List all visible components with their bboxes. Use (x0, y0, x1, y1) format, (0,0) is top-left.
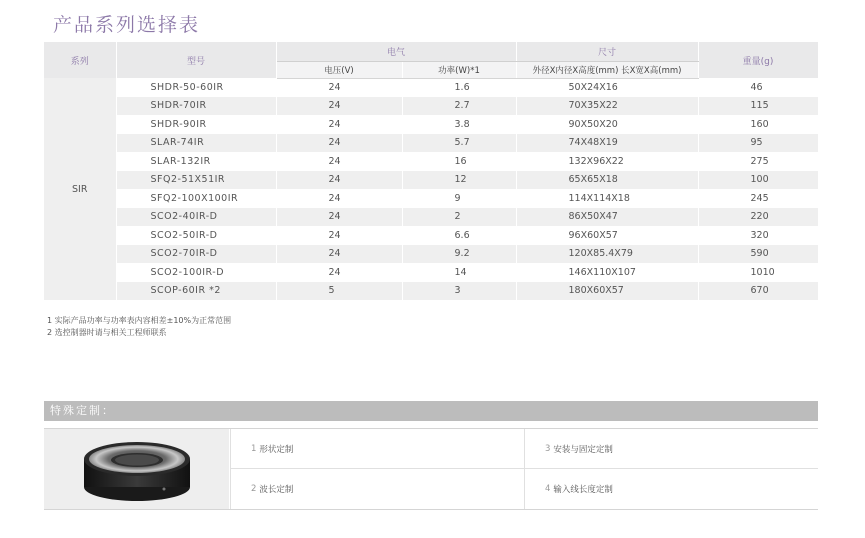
model-cell: SHDR-90IR (116, 115, 276, 134)
model-cell: SCO2-40IR-D (116, 208, 276, 227)
custom-options-panel (44, 428, 818, 510)
table-row (44, 208, 818, 227)
table-row (44, 152, 818, 171)
voltage-cell: 24 (276, 226, 402, 245)
table-row (44, 263, 818, 282)
model-cell: SHDR-50-60IR (116, 78, 276, 97)
voltage-cell: 24 (276, 189, 402, 208)
size-cell: 146X110X107 (516, 263, 698, 282)
voltage-cell: 24 (276, 134, 402, 153)
model-cell: SLAR-132IR (116, 152, 276, 171)
model-cell: SCO2-70IR-D (116, 245, 276, 264)
power-cell: 1.6 (402, 78, 516, 97)
size-cell: 114X114X18 (516, 189, 698, 208)
voltage-cell: 24 (276, 245, 402, 264)
voltage-cell: 24 (276, 171, 402, 190)
weight-cell: 220 (698, 208, 818, 227)
size-cell: 96X60X57 (516, 226, 698, 245)
weight-cell: 670 (698, 282, 818, 301)
voltage-cell: 24 (276, 152, 402, 171)
weight-cell: 100 (698, 171, 818, 190)
custom-options-grid (230, 429, 818, 509)
option-shape: 1 形状定制 (230, 429, 524, 469)
size-cell: 70X35X22 (516, 97, 698, 116)
power-cell: 2.7 (402, 97, 516, 116)
voltage-cell: 24 (276, 115, 402, 134)
ring-light-product-image (44, 429, 230, 509)
header-weight: 重量(g) (698, 42, 818, 78)
table-row (44, 226, 818, 245)
table-body (44, 78, 818, 300)
weight-cell: 245 (698, 189, 818, 208)
model-cell: SLAR-74IR (116, 134, 276, 153)
power-cell: 6.6 (402, 226, 516, 245)
header-voltage: 电压(V) (276, 61, 402, 78)
page-title: 产品系列选择表 (53, 14, 201, 36)
size-cell: 120X85.4X79 (516, 245, 698, 264)
table-row (44, 97, 818, 116)
table-row (44, 282, 818, 301)
weight-cell: 95 (698, 134, 818, 153)
size-cell: 132X96X22 (516, 152, 698, 171)
weight-cell: 46 (698, 78, 818, 97)
header-power: 功率(W)*1 (402, 61, 516, 78)
model-cell: SCO2-50IR-D (116, 226, 276, 245)
model-cell: SCOP-60IR *2 (116, 282, 276, 301)
power-cell: 3.8 (402, 115, 516, 134)
voltage-cell: 24 (276, 208, 402, 227)
weight-cell: 160 (698, 115, 818, 134)
size-cell: 65X65X18 (516, 171, 698, 190)
model-cell: SFQ2-100X100IR (116, 189, 276, 208)
weight-cell: 115 (698, 97, 818, 116)
option-mounting: 3 安装与固定定制 (524, 429, 818, 469)
series-cell: SIR (44, 78, 116, 300)
header-dimensions: 外径X内径X高度(mm) 长X宽X高(mm) (516, 61, 698, 78)
table-row (44, 78, 818, 97)
weight-cell: 1010 (698, 263, 818, 282)
table-row (44, 245, 818, 264)
option-cable-length: 4 输入线长度定制 (524, 469, 818, 509)
power-cell: 14 (402, 263, 516, 282)
model-cell: SFQ2-51X51IR (116, 171, 276, 190)
size-cell: 74X48X19 (516, 134, 698, 153)
power-cell: 9.2 (402, 245, 516, 264)
footnote-1: 1 实际产品功率与功率表内容相差±10%为正常范围 (47, 316, 232, 325)
footnote-2: 2 选控制器时请与相关工程师联系 (47, 327, 167, 337)
size-cell: 86X50X47 (516, 208, 698, 227)
custom-section-title: 特殊定制： (44, 401, 818, 421)
table-row (44, 171, 818, 190)
power-cell: 9 (402, 189, 516, 208)
header-series: 系列 (44, 42, 116, 78)
header-electric: 电气 (276, 42, 516, 61)
model-cell: SCO2-100IR-D (116, 263, 276, 282)
size-cell: 50X24X16 (516, 78, 698, 97)
option-wavelength: 2 波长定制 (230, 469, 524, 509)
table-row (44, 115, 818, 134)
header-size: 尺寸 (516, 42, 698, 61)
power-cell: 3 (402, 282, 516, 301)
weight-cell: 275 (698, 152, 818, 171)
voltage-cell: 24 (276, 263, 402, 282)
footnotes (47, 315, 231, 338)
voltage-cell: 24 (276, 97, 402, 116)
power-cell: 12 (402, 171, 516, 190)
power-cell: 5.7 (402, 134, 516, 153)
table-row (44, 134, 818, 153)
power-cell: 2 (402, 208, 516, 227)
weight-cell: 590 (698, 245, 818, 264)
product-selection-table (44, 42, 819, 300)
weight-cell: 320 (698, 226, 818, 245)
size-cell: 90X50X20 (516, 115, 698, 134)
table-row (44, 189, 818, 208)
model-cell: SHDR-70IR (116, 97, 276, 116)
voltage-cell: 24 (276, 78, 402, 97)
header-model: 型号 (116, 42, 276, 78)
size-cell: 180X60X57 (516, 282, 698, 301)
voltage-cell: 5 (276, 282, 402, 301)
power-cell: 16 (402, 152, 516, 171)
